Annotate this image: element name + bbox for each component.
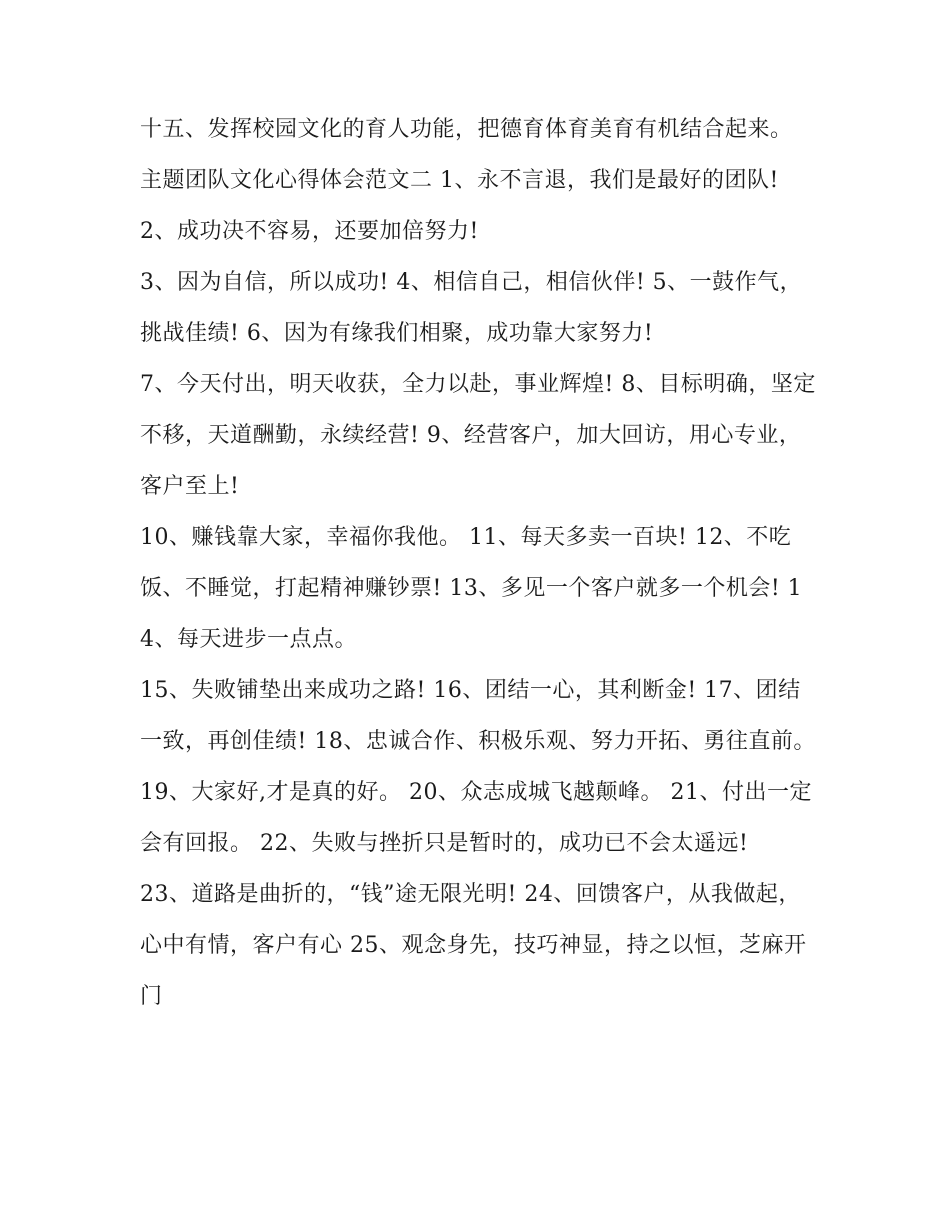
- paragraph-1: 十五、发挥校园文化的育人功能，把德育体育美育有机结合起来。 主题团队文化心得体会范文二 1、永不言退，我们是最好的团队! 2、成功决不容易，还要加倍努力!: [140, 117, 793, 244]
- paragraph-6: 19、大家好,才是真的好。 20、众志成城飞越颠峰。 21、付出一定会有回报。 22、失败与挫折只是暂时的，成功已不会太遥远!: [140, 780, 812, 856]
- paragraph-7: 23、道路是曲折的，“钱”途无限光明! 24、回馈客户，从我做起，心中有情，客户有心 25、观念身先，技巧神显，持之以恒，芝麻开门: [140, 882, 807, 1009]
- paragraph-3: 7、今天付出，明天收获，全力以赴，事业辉煌! 8、目标明确，坚定不移，天道酬勤，永续经营! 9、经营客户，加大回访，用心专业，客户至上!: [140, 372, 816, 499]
- paragraph-4: 10、赚钱靠大家，幸福你我他。 11、每天多卖一百块! 12、不吃饭、不睡觉，打起精神赚钞票! 13、多见一个客户就多一个机会! 14、每天进步一点点。: [140, 525, 803, 652]
- paragraph-5: 15、失败铺垫出来成功之路! 16、团结一心，其利断金! 17、团结一致，再创佳绩! 18、忠诚合作、积极乐观、努力开拓、勇往直前。: [140, 678, 816, 754]
- document-body: [140, 104, 820, 1022]
- paragraph-2: 3、因为自信，所以成功! 4、相信自己，相信伙伴! 5、一鼓作气，挑战佳绩! 6、因为有缘我们相聚，成功靠大家努力!: [140, 270, 803, 346]
